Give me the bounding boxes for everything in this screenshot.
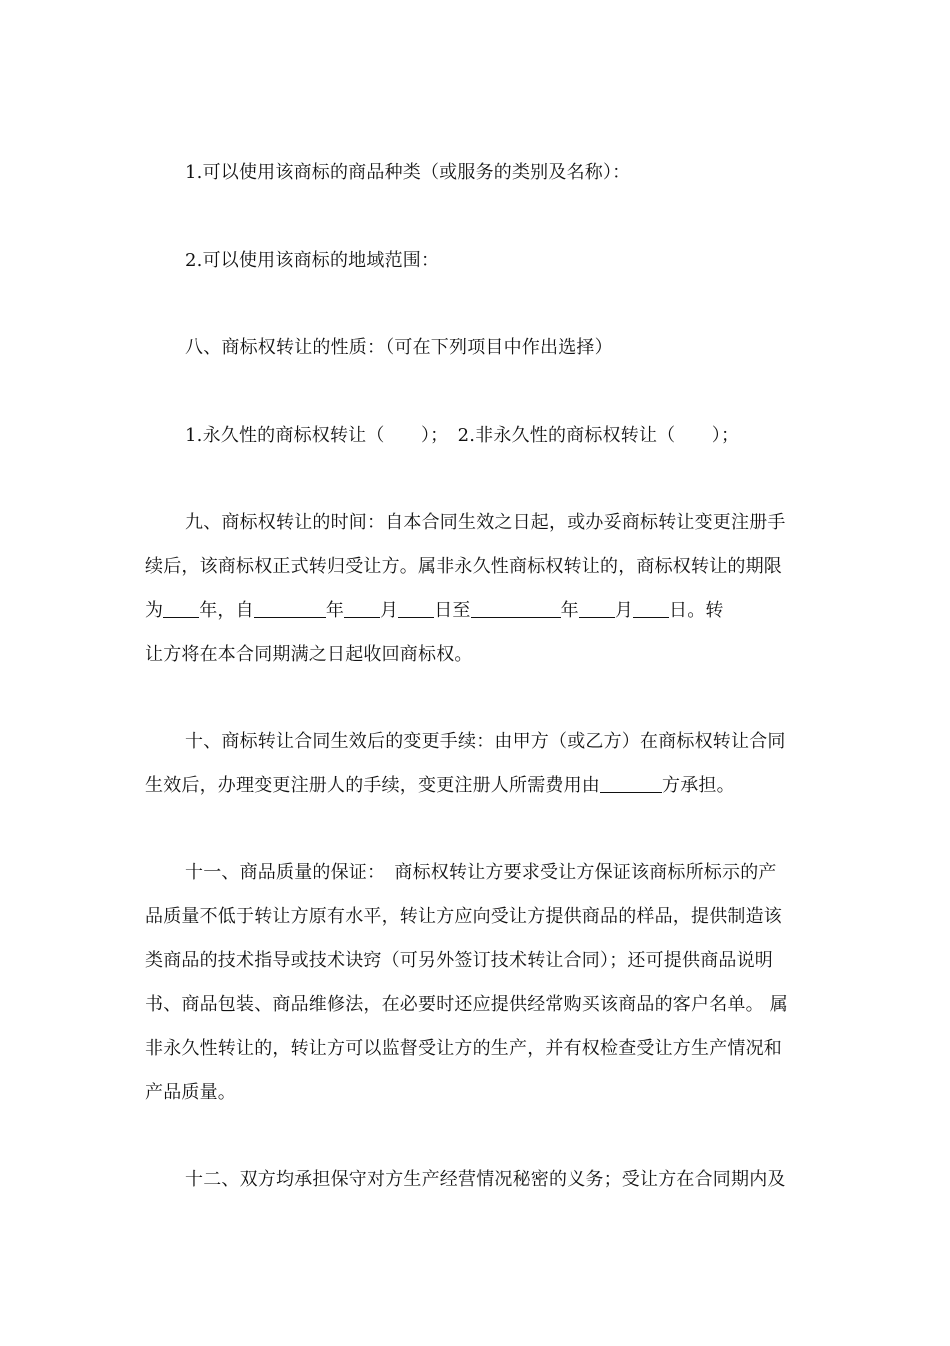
- section-10-line-1: 十、商标转让合同生效后的变更手续：由甲方（或乙方）在商标权转让合同: [185, 731, 786, 752]
- blank-end-year: [471, 599, 561, 618]
- blank-start-year: [254, 599, 326, 618]
- section-9-line-4: 让方将在本合同期满之日起收回商标权。: [145, 644, 473, 665]
- blank-end-day: [633, 599, 669, 618]
- end-year-label: 年: [560, 600, 579, 621]
- end-day-label: 日。转: [669, 600, 724, 621]
- blank-start-month: [344, 599, 380, 618]
- section-10-line-2: [145, 772, 810, 800]
- section-9-line-1: [185, 509, 810, 537]
- section-11-line-2: 品质量不低于转让方原有水平，转让方应向受让方提供商品的样品，提供制造该: [145, 906, 782, 927]
- term-prefix: 为: [145, 600, 164, 621]
- blank-start-day: [398, 599, 434, 618]
- start-month-label: 月: [380, 600, 399, 621]
- section-8-options: 1.永久性的商标权转让（ ）； 2.非永久性的商标权转让（ ）；: [185, 425, 740, 446]
- section-11-line-6: 产品质量。: [145, 1082, 236, 1103]
- end-month-label: 月: [614, 600, 634, 621]
- section-11-line-1: 十一、商品质量的保证： 商标权转让方要求受让方保证该商标所标示的产: [185, 862, 777, 883]
- start-year-label: 年: [325, 600, 345, 621]
- section-11-line-5: 非永久性转让的，转让方可以监督受让方的生产，并有权检查受让方生产情况和: [145, 1038, 782, 1059]
- start-day-to: 日至: [434, 600, 471, 621]
- section-10-line-2-end: 方承担。: [662, 775, 735, 796]
- section-11-line-3: 类商品的技术指导或技术诀窍（可另外签订技术转让合同）；还可提供商品说明: [145, 950, 773, 971]
- section-10-line-2-text: 生效后，办理变更注册人的手续，变更注册人所需费用由: [145, 775, 600, 796]
- blank-end-month: [579, 599, 615, 618]
- section-12-line-1: 十二、双方均承担保守对方生产经营情况秘密的义务；受让方在合同期内及: [185, 1169, 786, 1190]
- section-9-line-3: [145, 597, 810, 625]
- section-9-line-1-text: 九、商标权转让的时间：自本合同生效之日起，或办妥商标转让变更注册手: [185, 512, 786, 533]
- section-11-line-4: 书、商品包装、商品维修法，在必要时还应提供经常购买该商品的客户名单。 属: [145, 994, 788, 1015]
- term-years-from: 年，自: [199, 600, 254, 621]
- item-1-product-category: 1.可以使用该商标的商品种类（或服务的类别及名称）：: [185, 162, 631, 183]
- blank-term-years: [163, 599, 199, 618]
- section-9-line-2: 续后，该商标权正式转归受让方。属非永久性商标权转让的，商标权转让的期限: [145, 556, 782, 577]
- section-8-heading: 八、商标权转让的性质：（可在下列项目中作出选择）: [185, 337, 613, 358]
- item-2-territory: 2.可以使用该商标的地域范围：: [185, 250, 440, 271]
- blank-fee-party: [600, 774, 662, 793]
